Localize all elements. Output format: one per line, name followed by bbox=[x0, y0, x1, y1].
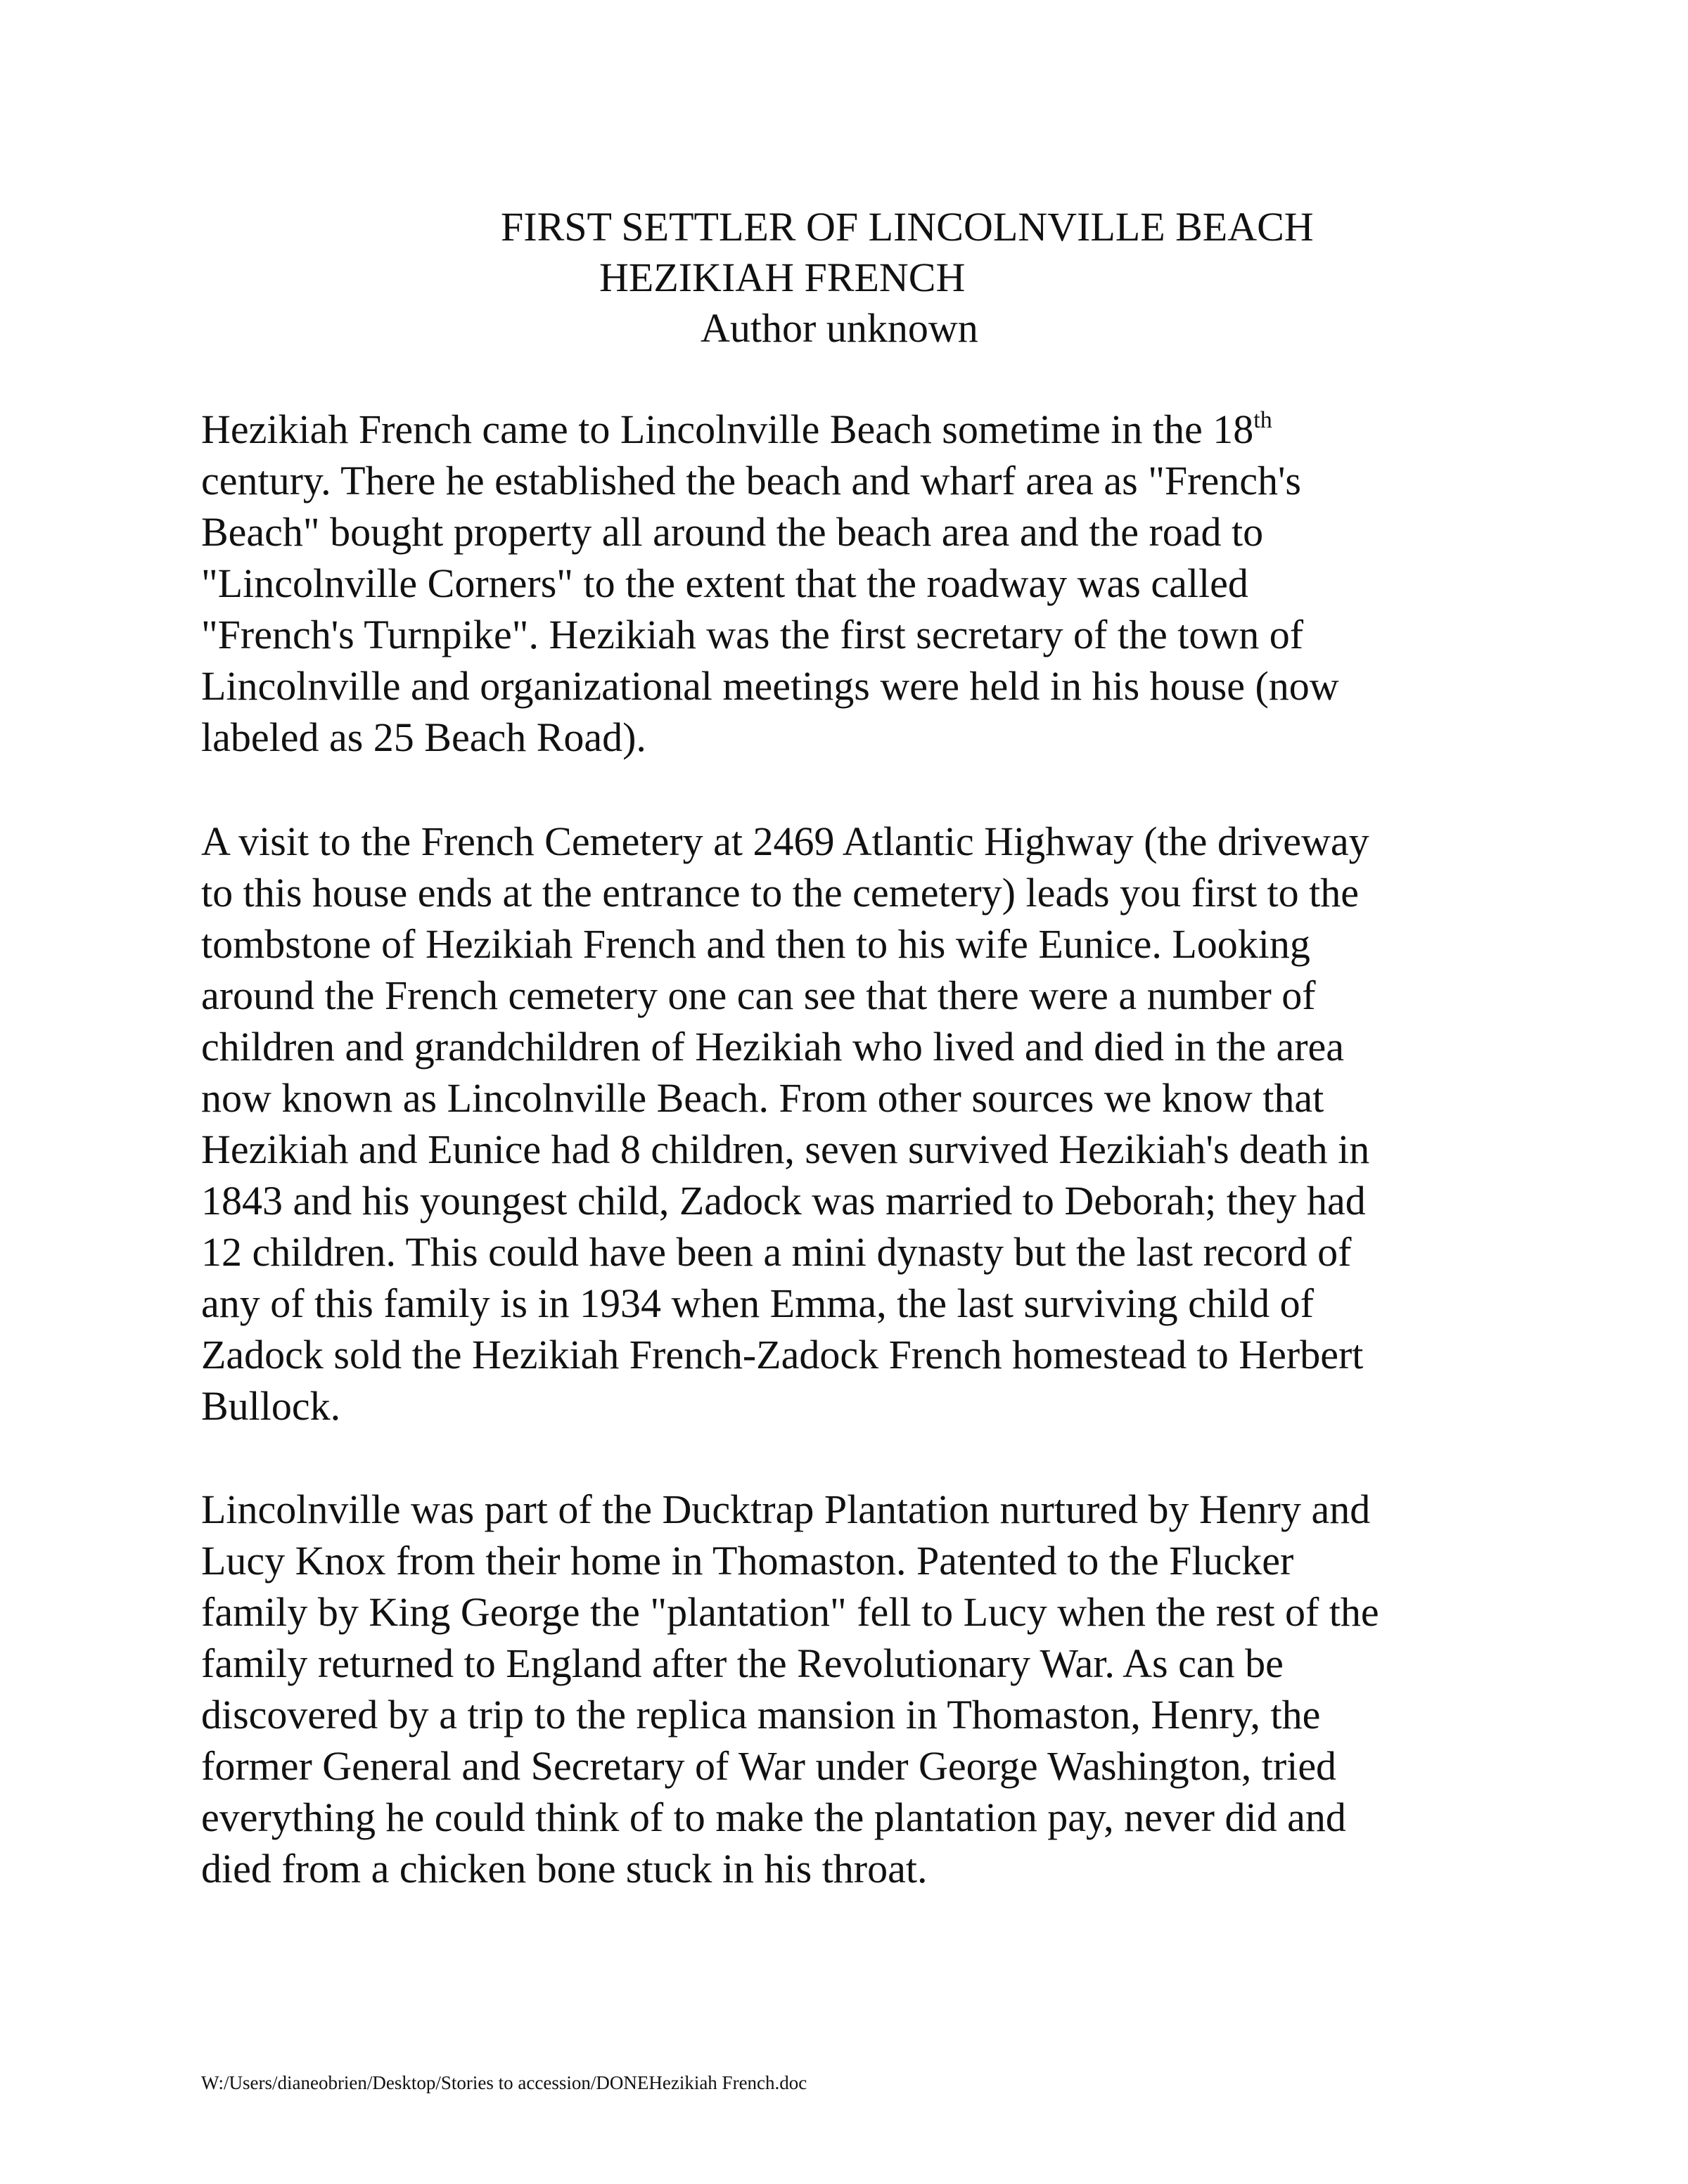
paragraph-line: former General and Secretary of War under George Washington, tried bbox=[201, 1743, 1337, 1789]
author-line: Author unknown bbox=[701, 305, 978, 351]
footer-file-path: W:/Users/dianeobrien/Desktop/Stories to accession/DONEHezikiah French.doc bbox=[201, 2072, 807, 2093]
paragraph-line: Zadock sold the Hezikiah French-Zadock French homestead to Herbert bbox=[201, 1332, 1364, 1377]
paragraph-2 bbox=[201, 816, 1495, 1432]
paragraph-1 bbox=[201, 404, 1495, 763]
paragraph-line: "French's Turnpike". Hezikiah was the first secretary of the town of bbox=[201, 612, 1304, 657]
paragraph-line-text: Hezikiah French came to Lincolnville Beach sometime in the 18 bbox=[201, 406, 1254, 452]
paragraph-3 bbox=[201, 1484, 1495, 1894]
paragraph-line: tombstone of Hezikiah French and then to his wife Eunice. Looking bbox=[201, 921, 1310, 967]
paragraph-line: discovered by a trip to the replica mansion in Thomaston, Henry, the bbox=[201, 1692, 1321, 1737]
document-subtitle: HEZIKIAH FRENCH bbox=[599, 255, 966, 300]
paragraph-line: Bullock. bbox=[201, 1383, 341, 1429]
paragraph-line: labeled as 25 Beach Road). bbox=[201, 714, 646, 760]
paragraph-line: any of this family is in 1934 when Emma, the last surviving child of bbox=[201, 1280, 1314, 1326]
paragraph-line: Lucy Knox from their home in Thomaston. Patented to the Flucker bbox=[201, 1538, 1294, 1584]
paragraph-line: family returned to England after the Revolutionary War. As can be bbox=[201, 1640, 1284, 1686]
paragraph-line: around the French cemetery one can see that there were a number of bbox=[201, 972, 1316, 1018]
paragraph-line: to this house ends at the entrance to the cemetery) leads you first to the bbox=[201, 870, 1360, 916]
ordinal-superscript: th bbox=[1253, 407, 1272, 433]
paragraph-line: "Lincolnville Corners" to the extent that the roadway was called bbox=[201, 560, 1248, 606]
paragraph-line: children and grandchildren of Hezikiah who lived and died in the area bbox=[201, 1024, 1344, 1069]
paragraph-line: 12 children. This could have been a mini dynasty but the last record of bbox=[201, 1229, 1352, 1275]
document-title: FIRST SETTLER OF LINCOLNVILLE BEACH bbox=[501, 204, 1314, 250]
paragraph-line: family by King George the "plantation" fell to Lucy when the rest of the bbox=[201, 1589, 1379, 1635]
paragraph-line: everything he could think of to make the plantation pay, never did and bbox=[201, 1794, 1346, 1840]
paragraph-line: A visit to the French Cemetery at 2469 Atlantic Highway (the driveway bbox=[201, 818, 1369, 864]
paragraph-line: Hezikiah and Eunice had 8 children, seven survived Hezikiah's death in bbox=[201, 1126, 1370, 1172]
paragraph-line: died from a chicken bone stuck in his throat. bbox=[201, 1846, 928, 1891]
paragraph-line: Lincolnville was part of the Ducktrap Plantation nurtured by Henry and bbox=[201, 1486, 1371, 1532]
paragraph-line bbox=[201, 404, 1495, 455]
paragraph-line: 1843 and his youngest child, Zadock was married to Deborah; they had bbox=[201, 1178, 1366, 1223]
paragraph-line: Lincolnville and organizational meetings were held in his house (now bbox=[201, 663, 1339, 709]
paragraph-line: century. There he established the beach and wharf area as "French's bbox=[201, 458, 1301, 503]
paragraph-line: now known as Lincolnville Beach. From other sources we know that bbox=[201, 1075, 1324, 1121]
paragraph-line: Beach" bought property all around the beach area and the road to bbox=[201, 509, 1264, 555]
